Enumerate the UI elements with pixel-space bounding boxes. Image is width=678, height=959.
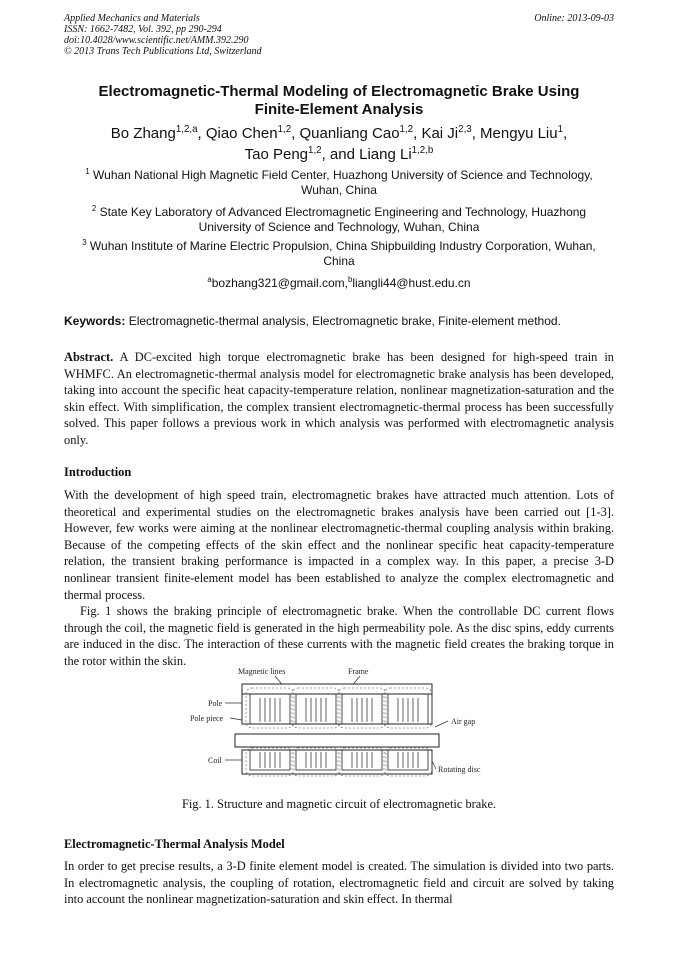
author-list — [60, 123, 618, 165]
copyright-line: © 2013 Trans Tech Publications Ltd, Switzerland — [64, 46, 262, 57]
author-sup: 1,2 — [308, 145, 322, 156]
keywords-text: Electromagnetic-thermal analysis, Electromagnetic brake, Finite-element method. — [128, 314, 561, 328]
abstract-label: Abstract. — [64, 350, 114, 364]
author-name: Bo Zhang — [110, 125, 176, 142]
intro-paragraph-2: Fig. 1 shows the braking principle of electromagnetic brake. When the controllable DC current flows through the coil, the magnetic field is generated in the high permeability pole. As the disc spins, eddy currents are induced in the disc. The interaction of these currents with the magnetic field creates the braking torque in the rotor within the skin. — [64, 604, 614, 668]
affiliation-text: China — [323, 254, 355, 268]
bottom-frame — [242, 750, 432, 774]
figure-label-frame: Frame — [348, 667, 369, 676]
online-date: Online: 2013-09-03 — [534, 13, 614, 24]
affiliation-text: Wuhan National High Magnetic Field Center, Huazhong University of Science and Technology, — [93, 168, 593, 182]
figure-label-rotating-disc: Rotating disc — [438, 765, 481, 774]
journal-header — [64, 13, 262, 57]
affiliation-text: Wuhan Institute of Marine Electric Propulsion, China Shipbuilding Industry Corporation, Wuhan, — [89, 239, 596, 253]
rotating-disc — [235, 734, 439, 747]
author-line-1: Bo Zhang$^{1,2,a}$, Qiao Chen$^{1,2}$, Quanliang Cao$^{1,2}$, Kai Ji$^{2,3}$, Mengyu Liu$^1$, — [110, 124, 568, 142]
author-sup: 1,2,a — [175, 124, 198, 135]
figure-label-pole: Pole — [208, 699, 223, 708]
email-sup: b — [348, 275, 353, 284]
author-name: Mengyu Liu — [480, 125, 558, 142]
title-line-1: Electromagnetic-Thermal Modeling of Electromagnetic Brake Using — [98, 83, 580, 100]
model-paragraph-1: In order to get precise results, a 3-D finite element model is created. The simulation is divided into two parts. In electromagnetic analysis, the coupling of rotation, electromagnetic field and circuit are solved by taking into account the nonlinear magnetization-saturation and skin effect. In thermal — [64, 859, 614, 907]
model-heading: Electromagnetic-Thermal Analysis Model — [64, 837, 285, 851]
affiliation-1 — [64, 168, 614, 198]
title-line-2: Finite-Element Analysis — [254, 101, 424, 118]
brake-structure-figure — [180, 662, 510, 780]
figure-label-magnetic-lines: Magnetic lines — [238, 667, 286, 676]
figure-caption: Fig. 1. Structure and magnetic circuit of electromagnetic brake. — [181, 797, 497, 811]
author-name: Kai Ji — [421, 125, 459, 142]
author-sup: 1,2 — [277, 124, 292, 135]
affiliation-number: 3 — [82, 238, 87, 247]
keywords — [64, 314, 561, 328]
top-frame — [242, 684, 432, 694]
author-emails — [64, 276, 614, 290]
abstract — [64, 349, 614, 449]
affiliation-3 — [64, 239, 614, 269]
email-a: bozhang321@gmail.com, — [211, 276, 348, 290]
figure-label-pole-piece: Pole piece — [190, 714, 224, 723]
author-line-2 — [60, 144, 618, 165]
affiliation-number: 2 — [91, 204, 97, 213]
affiliation-2 — [64, 205, 614, 235]
author-separator: , — [291, 125, 300, 142]
author-and: , and — [321, 146, 360, 163]
affiliation-number: 1 — [85, 167, 90, 176]
author-separator: , — [413, 125, 422, 142]
paper-title — [60, 83, 618, 119]
abstract-text: A DC-excited high torque electromagnetic brake has been designed for high-speed train in WHMFC. An electromagnetic-thermal analysis model for electromagnetic brake analysis has been developed, taking into account the specific heat capacity-temperature relation, nonlinear magnetization-saturation and the skin effect. With simplification, the complex transient electromagnetic-thermal process has been successfully solved. This paper follows a previous work in which analysis was performed with electromagnetic analysis only. — [64, 350, 614, 447]
doi-line: doi:10.4028/www.scientific.net/AMM.392.290 — [64, 35, 249, 46]
intro-heading: Introduction — [64, 465, 132, 479]
author-name: Quanliang Cao — [299, 125, 400, 142]
author-name: Liang Li — [359, 146, 412, 163]
figure-label-coil: Coil — [208, 756, 222, 765]
affiliation-text: Wuhan, China — [301, 183, 377, 197]
author-sup: 1,2,b — [411, 145, 434, 156]
intro-paragraph-1: With the development of high speed train, electromagnetic brakes have attracted much attention. Lots of theoretical and experimental studies on the electromagnetic brakes analysis have been carried out [1-3]. However, few works were aiming at the nonlinear electromagnetic-thermal coupling analysis within braking. Because of the competing effects of the skin effect and the nonlinear specific heat capacity-temperature relation, the transient braking performance is impacted in a complex way. In this paper, a precise 3-D nonlinear transient finite-element model has been established to analyze the complex electromagnetic and thermal process. — [64, 488, 614, 602]
affiliation-text: University of Science and Technology, Wuhan, China — [198, 220, 480, 234]
email-sup: a — [207, 275, 212, 284]
keywords-label: Keywords: — [64, 314, 126, 328]
author-name: Tao Peng — [244, 146, 309, 163]
affiliation-text: State Key Laboratory of Advanced Electromagnetic Engineering and Technology, Huazhong — [99, 205, 587, 219]
issn-line: ISSN: 1662-7482, Vol. 392, pp 290-294 — [64, 24, 222, 35]
author-sup: 1,2 — [399, 124, 414, 135]
author-sup: 2,3 — [458, 124, 472, 135]
email-b: liangli44@hust.edu.cn — [352, 276, 471, 290]
author-sup: 1 — [557, 124, 564, 135]
figure-label-air-gap: Air gap — [451, 717, 476, 726]
journal-name: Applied Mechanics and Materials — [64, 13, 200, 24]
author-separator: , — [197, 125, 206, 142]
author-name: Qiao Chen — [205, 125, 278, 142]
author-separator: , — [471, 125, 481, 142]
